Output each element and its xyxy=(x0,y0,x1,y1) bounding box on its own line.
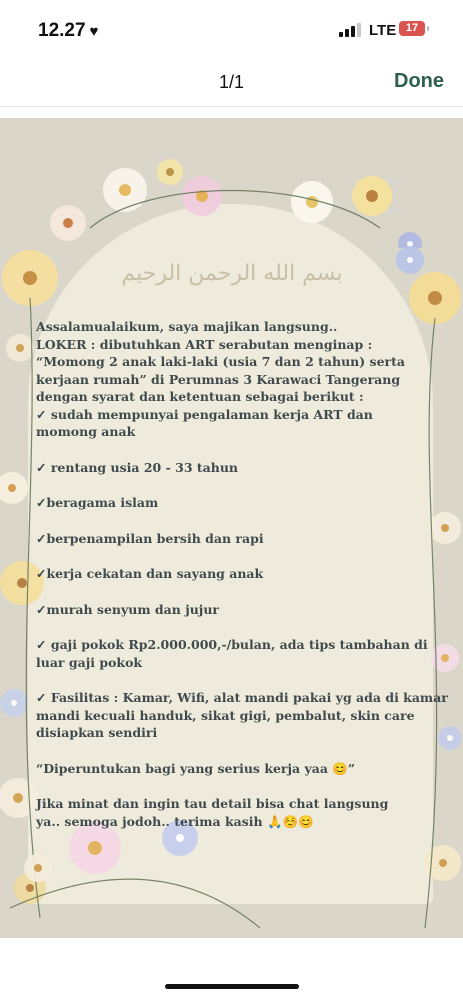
job-poster-image[interactable] xyxy=(0,118,463,938)
status-time xyxy=(38,20,98,42)
loker-text: LOKER : dibutuhkan ART serabutan menginap : xyxy=(36,336,373,352)
bismillah-calligraphy xyxy=(120,242,345,298)
heart-icon: ♥ xyxy=(89,23,99,40)
status-bar xyxy=(0,0,463,60)
viewer-nav-bar xyxy=(0,60,463,107)
network-type-label: LTE xyxy=(369,22,397,39)
battery-level: 17 xyxy=(405,22,419,34)
closing-text: Jika minat dan ingin tau detail bisa chat langsung ya.. semoga jodoh.. terima kasih 🙏☺️😊 xyxy=(36,796,389,829)
job-description: “Momong 2 anak laki-laki (usia 7 dan 2 tahun) serta kerjaan rumah” di Perumnas 3 Karawaci Tangerang dengan syarat dan ketentuan sebagai berikut : xyxy=(36,354,405,404)
time-label: 12.27 xyxy=(38,20,86,41)
requirement-item: ✓ Fasilitas : Kamar, Wifi, alat mandi pakai yg ada di kamar mandi kecuali handuk, sikat gigi, pembalut, skin care disiapkan sendiri xyxy=(36,690,448,740)
requirement-item: ✓kerja cekatan dan sayang anak xyxy=(36,566,264,581)
done-button[interactable]: Done xyxy=(394,70,444,92)
home-indicator[interactable] xyxy=(165,984,299,989)
battery-icon xyxy=(399,21,425,36)
poster-text xyxy=(36,318,451,830)
requirement-item: ✓ rentang usia 20 - 33 tahun xyxy=(36,459,239,475)
serious-note: “Diperuntukan bagi yang serius kerja yaa 😊” xyxy=(36,760,356,776)
bottom-area xyxy=(0,938,463,1000)
requirement-item: ✓ sudah mempunyai pengalaman kerja ART dan momong anak xyxy=(36,406,373,439)
intro-text: Assalamualaikum, saya majikan langsung.. xyxy=(36,319,338,334)
flower-decoration-top xyxy=(0,118,463,248)
requirement-item: ✓ gaji pokok Rp2.000.000,-/bulan, ada tips tambahan di luar gaji pokok xyxy=(36,637,428,670)
signal-strength-icon xyxy=(339,23,363,37)
requirement-item: ✓murah senyum dan jujur xyxy=(36,601,220,617)
requirement-item: ✓berpenampilan bersih dan rapi xyxy=(36,530,264,546)
svg-text:بسم الله الرحمن الرحيم: بسم الله الرحمن الرحيم xyxy=(121,261,343,286)
requirement-item: ✓beragama islam xyxy=(36,495,159,510)
page-counter: 1/1 xyxy=(218,72,245,92)
